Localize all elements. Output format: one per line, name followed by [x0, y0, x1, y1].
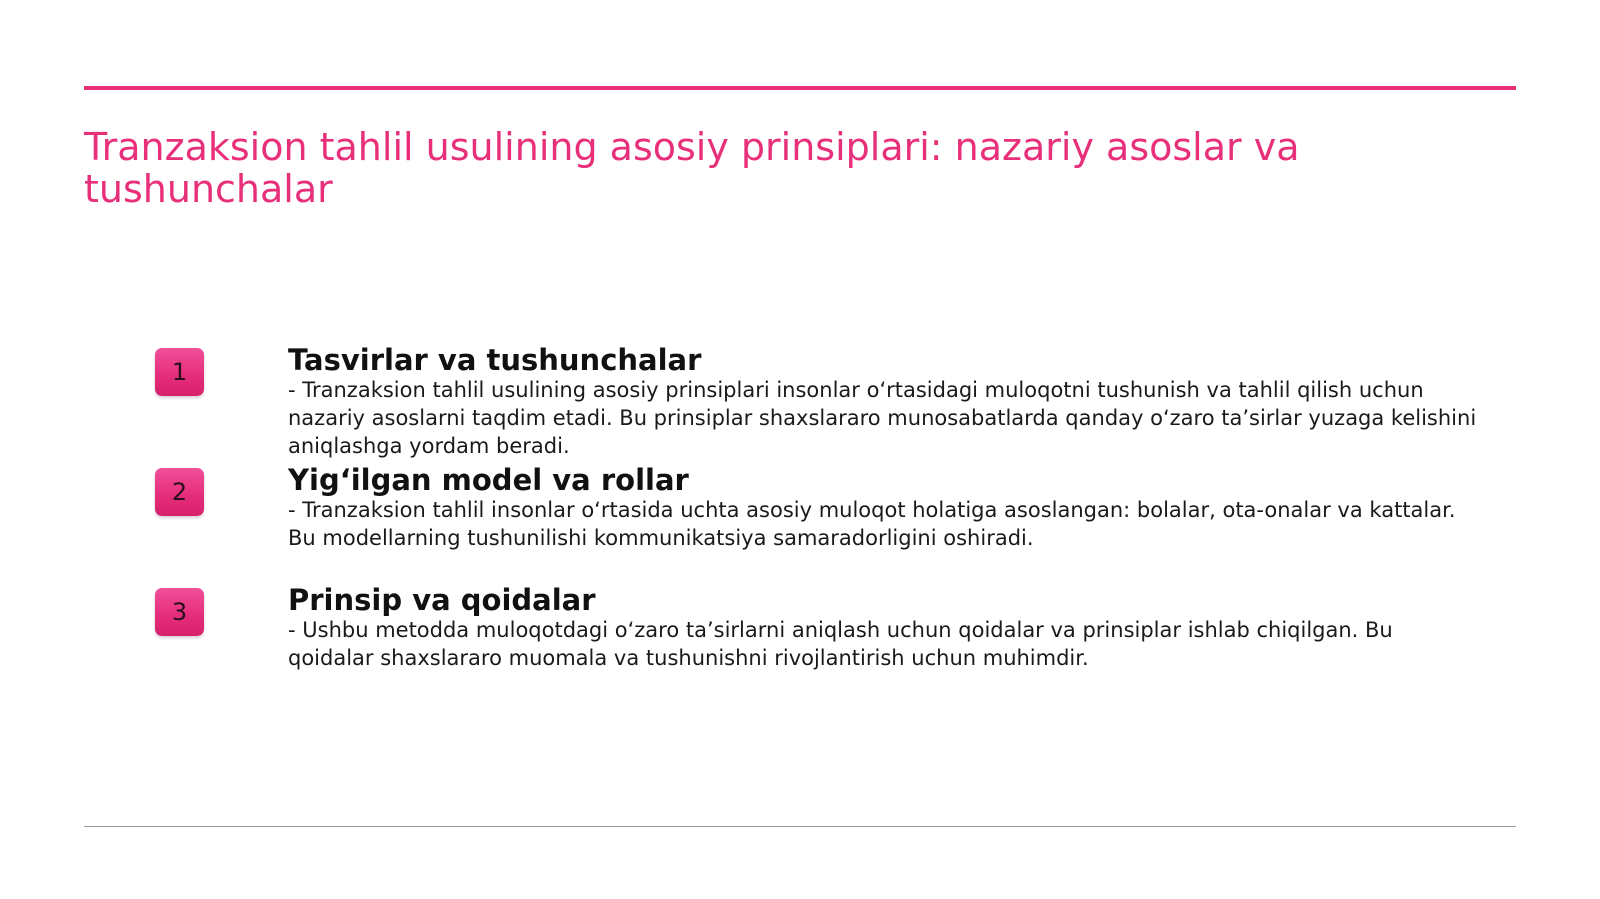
slide-title: Tranzaksion tahlil usulining asosiy prinsiplari: nazariy asoslar va tushunchalar	[84, 125, 1300, 211]
number-badge-3: 3	[155, 588, 204, 636]
number-badge-2: 2	[155, 468, 204, 516]
list-item-text-2	[288, 464, 1478, 552]
number-badge-1: 1	[155, 348, 204, 396]
item-heading-2: Yig‘ilgan model va rollar	[288, 463, 689, 497]
bottom-divider-rule	[84, 826, 1516, 827]
item-body-3: - Ushbu metodda muloqotdagi o‘zaro ta’sirlarni aniqlash uchun qoidalar va prinsiplar ishlab chiqilgan. Bu qoidalar shaxslararo muomala va tushunishni rivojlantirish uchun muhimdir.	[288, 618, 1393, 670]
top-accent-rule	[84, 86, 1516, 90]
list-item-text-3	[288, 584, 1478, 672]
item-heading-3: Prinsip va qoidalar	[288, 583, 596, 617]
item-body-2: - Tranzaksion tahlil insonlar o‘rtasida uchta asosiy muloqot holatiga asoslangan: bolalar, ota-onalar va kattalar. Bu modellarning tushunilishi kommunikatsiya samaradorligini oshiradi.	[288, 498, 1456, 550]
item-heading-1: Tasvirlar va tushunchalar	[288, 343, 702, 377]
item-body-1: - Tranzaksion tahlil usulining asosiy prinsiplari insonlar o‘rtasidagi muloqotni tushunish va tahlil qilish uchun nazariy asoslarni taqdim etadi. Bu prinsiplar shaxslararo munosabatlarda qanday o‘zaro ta’sirlar yuzaga kelishini aniqlashga yordam beradi.	[288, 378, 1477, 458]
list-item-text-1	[288, 344, 1478, 460]
